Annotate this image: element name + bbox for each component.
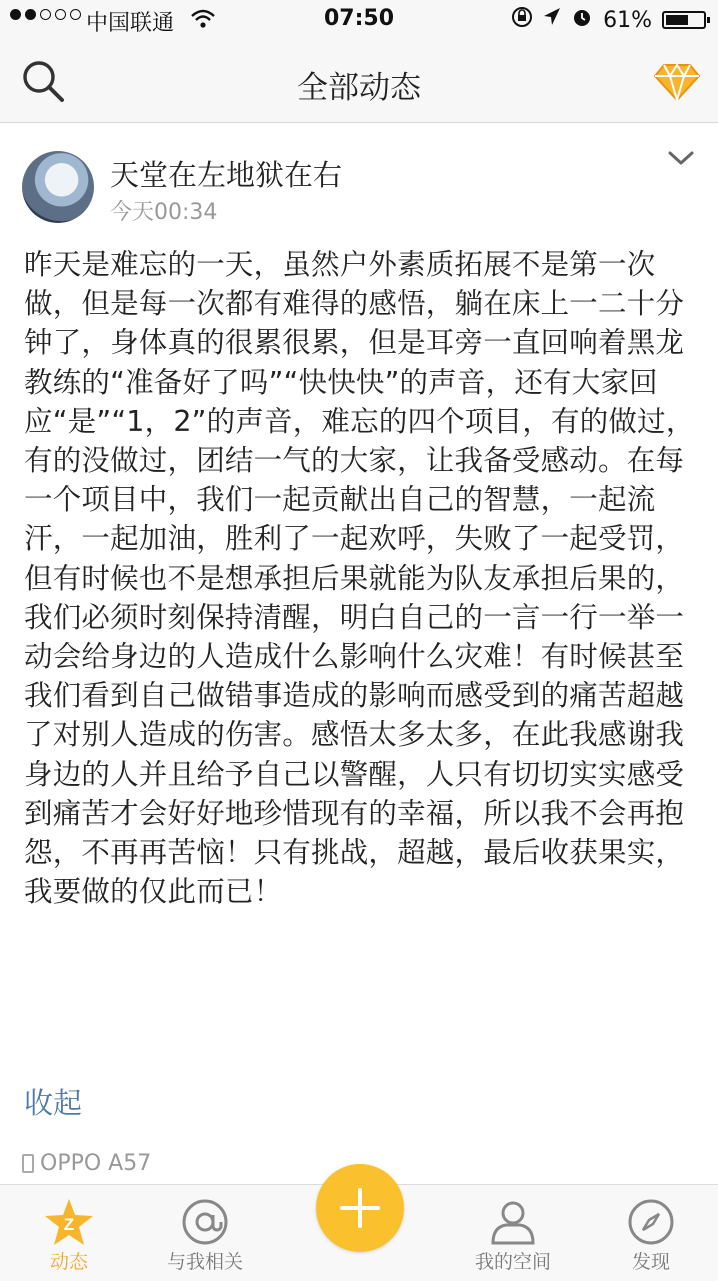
alarm-icon — [571, 6, 593, 34]
tab-label: 与我相关 — [166, 1251, 243, 1273]
tab-my-space[interactable] — [458, 1185, 568, 1281]
at-icon — [180, 1197, 230, 1247]
clock: 07:50 — [323, 6, 395, 31]
tab-mentions[interactable] — [150, 1185, 260, 1281]
phone-icon — [22, 1154, 34, 1173]
post-time: 今天00:34 — [110, 200, 218, 225]
person-icon — [488, 1197, 538, 1247]
compose-plus-button[interactable] — [316, 1164, 404, 1252]
tab-label: 我的空间 — [474, 1251, 551, 1273]
collapse-link[interactable]: 收起 — [24, 1086, 83, 1120]
device-source — [22, 1151, 151, 1176]
page-title: 全部动态 — [297, 70, 421, 106]
carrier-name: 中国联通 — [86, 11, 175, 36]
star-z-icon — [43, 1197, 95, 1247]
post-content: 昨天是难忘的一天，虽然户外素质拓展不是第一次做，但是每一次都有难得的感悟，躺在床上一二十分钟了，身体真的很累很累，但是耳旁一直回响着黑龙教练的“准备好了吗”“快快快”的声音，还有大家回应“是”“1，2”的声音，难忘的四个项目，有的做过，有的没做过，团结一气的大家，让我备受感动。在每一个项目中，我们一起贡献出自己的智慧，一起流汗，一起加油，胜利了一起欢呼，失败了一起受罚，但有时候也不是想承担后果就能为队友承担后果的，我们必须时刻保持清醒，明白自己的一言一行一举一动会给身边的人造成什么影响什么灾难！有时候甚至我们看到自己做错事造成的影响而感受到的痛苦超越了对别人造成的伤害。感悟太多太多，在此我感谢我身边的人并且给予自己以警醒，人只有切切实实感受到痛苦才会好好地珍惜现有的幸福，所以我不会再抱怨，不再再苦恼！只有挑战，超越，最后收获果实，我要做的仅此而已！ — [24, 248, 695, 909]
chevron-down-icon[interactable] — [666, 147, 696, 169]
svg-text:Z: Z — [63, 1215, 75, 1234]
tab-feed[interactable] — [14, 1185, 124, 1281]
compass-icon — [626, 1197, 676, 1247]
device-name: OPPO A57 — [40, 1151, 152, 1176]
post-author[interactable]: 天堂在左地狱在右 — [110, 158, 343, 192]
status-bar — [0, 0, 718, 40]
avatar[interactable] — [22, 151, 94, 223]
tab-label: 动态 — [49, 1251, 88, 1273]
diamond-icon[interactable] — [654, 62, 700, 102]
tab-label: 发现 — [631, 1251, 670, 1273]
battery-icon — [662, 11, 706, 29]
location-icon — [543, 7, 561, 33]
tab-discover[interactable] — [596, 1185, 706, 1281]
battery-percent: 61% — [603, 7, 652, 33]
nav-bar — [0, 40, 718, 123]
rotation-lock-icon — [511, 6, 533, 34]
